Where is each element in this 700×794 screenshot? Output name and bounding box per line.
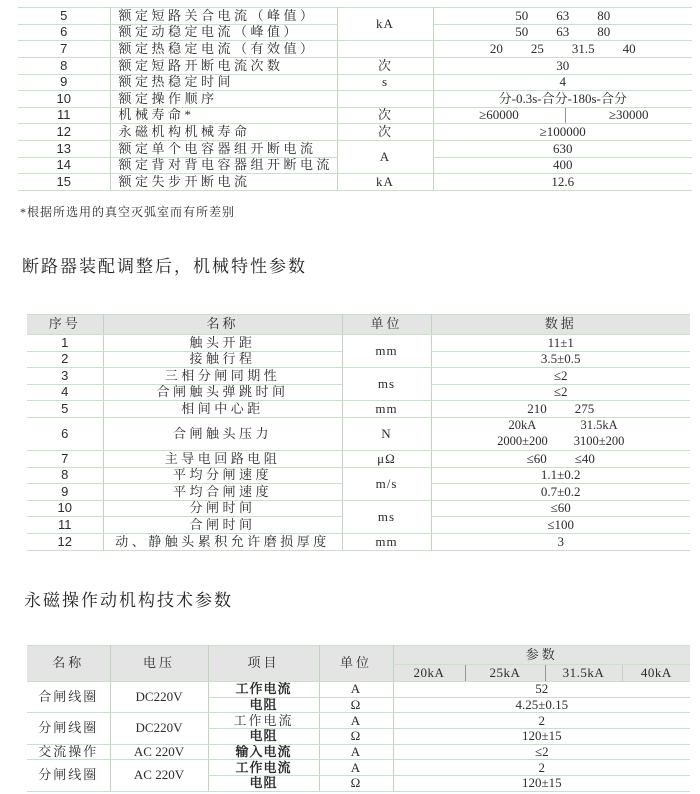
value: 31.5 — [571, 40, 595, 56]
subheader-cell: 25kA — [465, 665, 545, 682]
coil-name-cell: 分闸线圈 — [27, 760, 110, 791]
param-name-cell: 额定热稳定时间 — [110, 74, 337, 91]
spec-row — [27, 682, 690, 698]
unit-cell: mm — [342, 533, 431, 550]
value-cell — [431, 401, 690, 418]
value: 50 — [515, 7, 529, 23]
value-cell: 11±1 — [431, 335, 690, 352]
row-number-cell: 1 — [27, 335, 103, 352]
row-number-cell: 14 — [18, 157, 110, 174]
spec-row — [27, 368, 690, 385]
value-cell — [433, 24, 692, 41]
spec-row — [18, 107, 692, 124]
row-number-cell: 3 — [27, 368, 103, 385]
voltage-cell: AC 220V — [110, 760, 208, 791]
value-pairs — [432, 418, 691, 449]
value-cell: 120±15 — [393, 776, 690, 792]
voltage-cell: DC220V — [110, 682, 208, 713]
value-cell: 1.1±0.2 — [431, 467, 690, 484]
header-cell-params: 参数 — [393, 646, 690, 665]
coil-name-cell: 交流操作 — [27, 744, 110, 760]
unit-cell: Ω — [319, 729, 393, 745]
param-name-cell: 接触行程 — [103, 351, 342, 368]
row-number-cell: 15 — [18, 174, 110, 191]
spec-row — [27, 744, 690, 760]
spec-row — [18, 124, 692, 141]
coil-name-cell: 合闸线圈 — [27, 682, 110, 713]
ratings-table — [18, 7, 692, 191]
value-cell: ≤2 — [431, 368, 690, 385]
spec-row — [18, 141, 692, 158]
value: 80 — [597, 24, 611, 40]
value-cell: 4.25±0.15 — [393, 697, 690, 713]
item-cell: 工作电流 — [208, 682, 319, 698]
row-number-cell: 2 — [27, 351, 103, 368]
unit-cell: kA — [337, 8, 433, 41]
spec-row — [27, 467, 690, 484]
spec-row — [18, 91, 692, 108]
value-cell: 30 — [433, 57, 692, 74]
unit-cell: ms — [342, 500, 431, 533]
param-name-cell: 合闸时间 — [103, 517, 342, 534]
spec-row — [27, 533, 690, 550]
value: 50 — [515, 24, 529, 40]
value-cell: 400 — [433, 157, 692, 174]
param-name-cell: 额定短路开断电流次数 — [110, 57, 337, 74]
item-cell: 电阻 — [208, 729, 319, 745]
row-number-cell: 12 — [18, 124, 110, 141]
row-number-cell: 10 — [18, 91, 110, 108]
unit-cell: A — [319, 682, 393, 698]
unit-cell: Ω — [319, 697, 393, 713]
value: 63 — [556, 24, 570, 40]
value-cell: ≤100 — [431, 517, 690, 534]
unit-cell: A — [319, 760, 393, 776]
row-number-cell: 8 — [18, 57, 110, 74]
param-name-cell: 分闸时间 — [103, 500, 342, 517]
header-cell: 名称 — [103, 315, 342, 335]
unit-cell: A — [319, 713, 393, 729]
row-number-cell: 5 — [18, 8, 110, 25]
unit-cell: N — [342, 417, 431, 450]
param-name-cell: 触头开距 — [103, 335, 342, 352]
value: 25 — [530, 40, 544, 56]
unit-cell: 次 — [337, 107, 433, 124]
unit-cell: mm — [342, 401, 431, 418]
unit-cell: μΩ — [342, 450, 431, 467]
row-number-cell: 6 — [27, 417, 103, 450]
row-number-cell: 10 — [27, 500, 103, 517]
unit-cell: mm — [342, 335, 431, 368]
value-cell: 3 — [431, 533, 690, 550]
unit-cell: A — [337, 141, 433, 174]
value-pair: 20kA 2000±200 — [497, 418, 548, 448]
actuator-params-table — [27, 645, 690, 792]
section-title-actuator-params: 永磁操作动机构技术参数 — [24, 591, 233, 610]
spec-row — [18, 57, 692, 74]
header-cell: 电压 — [110, 646, 208, 682]
subheader-cell: 40kA — [622, 665, 690, 682]
row-number-cell: 12 — [27, 533, 103, 550]
value: 20 — [489, 40, 503, 56]
unit-cell: 次 — [337, 57, 433, 74]
value-cell — [433, 41, 692, 58]
value-cell: ≤2 — [393, 744, 690, 760]
header-cell: 项目 — [208, 646, 319, 682]
spec-row — [27, 760, 690, 776]
unit-cell: Ω — [319, 776, 393, 792]
param-name-cell: 三相分闸同期性 — [103, 368, 342, 385]
row-number-cell: 11 — [18, 107, 110, 124]
row-number-cell: 6 — [18, 24, 110, 41]
item-cell: 工作电流 — [208, 760, 319, 776]
item-cell: 输入电流 — [208, 744, 319, 760]
value-cell — [431, 450, 690, 467]
row-number-cell: 9 — [27, 484, 103, 501]
param-name-cell: 额定背对背电容器组开断电流 — [110, 157, 337, 174]
header-cell: 序号 — [27, 315, 103, 335]
value-cell: ≥30000 — [565, 107, 692, 124]
spec-row — [18, 174, 692, 191]
spec-row — [27, 713, 690, 729]
value-cell: 120±15 — [393, 729, 690, 745]
row-number-cell: 13 — [18, 141, 110, 158]
value-cell: 12.6 — [433, 174, 692, 191]
value-cell — [431, 417, 690, 450]
param-name-cell: 相间中心距 — [103, 401, 342, 418]
value-cell: 52 — [393, 682, 690, 698]
subheader-cell: 20kA — [393, 665, 465, 682]
spec-row — [18, 41, 692, 58]
value: 275 — [574, 401, 595, 417]
param-name-cell: 额定操作顺序 — [110, 91, 337, 108]
param-name-cell: 永磁机构机械寿命 — [110, 124, 337, 141]
item-cell: 电阻 — [208, 697, 319, 713]
value-cell: ≤60 — [431, 500, 690, 517]
value-cell: ≥100000 — [433, 124, 692, 141]
spec-row — [18, 74, 692, 91]
value-cell: 2 — [393, 713, 690, 729]
value-cell — [433, 8, 692, 25]
footnote: *根据所选用的真空灭弧室而有所差别 — [20, 205, 236, 219]
value: ≤40 — [574, 450, 595, 466]
value-cell: 分-0.3s-合分-180s-合分 — [433, 91, 692, 108]
item-cell: 工作电流 — [208, 713, 319, 729]
section-title-mechanical-params: 断路器装配调整后，机械特性参数 — [22, 257, 307, 276]
value: 40 — [622, 40, 636, 56]
header-cell: 单位 — [319, 646, 393, 682]
unit-cell: kA — [337, 174, 433, 191]
param-name-cell: 额定热稳定电流（有效值） — [110, 41, 337, 58]
param-name-cell: 额定单个电容器组开断电流 — [110, 141, 337, 158]
header-cell: 数据 — [431, 315, 690, 335]
spec-row — [27, 450, 690, 467]
param-name-cell: 额定动稳定电流（峰值） — [110, 24, 337, 41]
value-pair: 31.5kA 3100±200 — [573, 418, 625, 448]
voltage-cell: AC 220V — [110, 744, 208, 760]
unit-cell: ms — [342, 368, 431, 401]
spec-row — [27, 335, 690, 352]
row-number-cell: 11 — [27, 517, 103, 534]
param-name-cell: 平均分闸速度 — [103, 467, 342, 484]
value-cell: 630 — [433, 141, 692, 158]
value-cell: 0.7±0.2 — [431, 484, 690, 501]
param-name-cell: 平均合闸速度 — [103, 484, 342, 501]
unit-cell: m/s — [342, 467, 431, 500]
header-cell: 名称 — [27, 646, 110, 682]
row-number-cell: 5 — [27, 401, 103, 418]
value-cell: 3.5±0.5 — [431, 351, 690, 368]
row-number-cell: 9 — [18, 74, 110, 91]
voltage-cell: DC220V — [110, 713, 208, 744]
item-cell: 电阻 — [208, 776, 319, 792]
param-name-cell: 合闸触头弹跳时间 — [103, 384, 342, 401]
coil-name-cell: 分闸线圈 — [27, 713, 110, 744]
value: 210 — [527, 401, 547, 417]
unit-cell: s — [337, 74, 433, 91]
spec-row — [18, 8, 692, 25]
header-row — [27, 646, 690, 665]
spec-row — [27, 500, 690, 517]
row-number-cell: 7 — [27, 450, 103, 467]
value-cell: ≤2 — [431, 384, 690, 401]
spec-row — [27, 417, 690, 450]
mechanical-params-table — [27, 314, 690, 551]
unit-cell — [337, 91, 433, 108]
header-row — [27, 315, 690, 335]
param-name-cell: 额定失步开断电流 — [110, 174, 337, 191]
param-name-cell: 机械寿命* — [110, 107, 337, 124]
row-number-cell: 7 — [18, 41, 110, 58]
subheader-cell: 31.5kA — [545, 665, 622, 682]
value: 80 — [597, 7, 611, 23]
spec-row — [27, 401, 690, 418]
unit-cell: A — [319, 744, 393, 760]
value: 63 — [556, 7, 570, 23]
row-number-cell: 8 — [27, 467, 103, 484]
unit-cell — [337, 41, 433, 58]
value-cell: 2 — [393, 760, 690, 776]
value-cell: 4 — [433, 74, 692, 91]
value-cell: ≥60000 — [433, 107, 565, 124]
param-name-cell: 合闸触头压力 — [103, 417, 342, 450]
param-name-cell: 动、静触头累积允许磨损厚度 — [103, 533, 342, 550]
value: ≤60 — [526, 450, 547, 466]
param-name-cell: 主导电回路电阻 — [103, 450, 342, 467]
header-cell: 单位 — [342, 315, 431, 335]
row-number-cell: 4 — [27, 384, 103, 401]
unit-cell: 次 — [337, 124, 433, 141]
param-name-cell: 额定短路关合电流（峰值） — [110, 8, 337, 25]
